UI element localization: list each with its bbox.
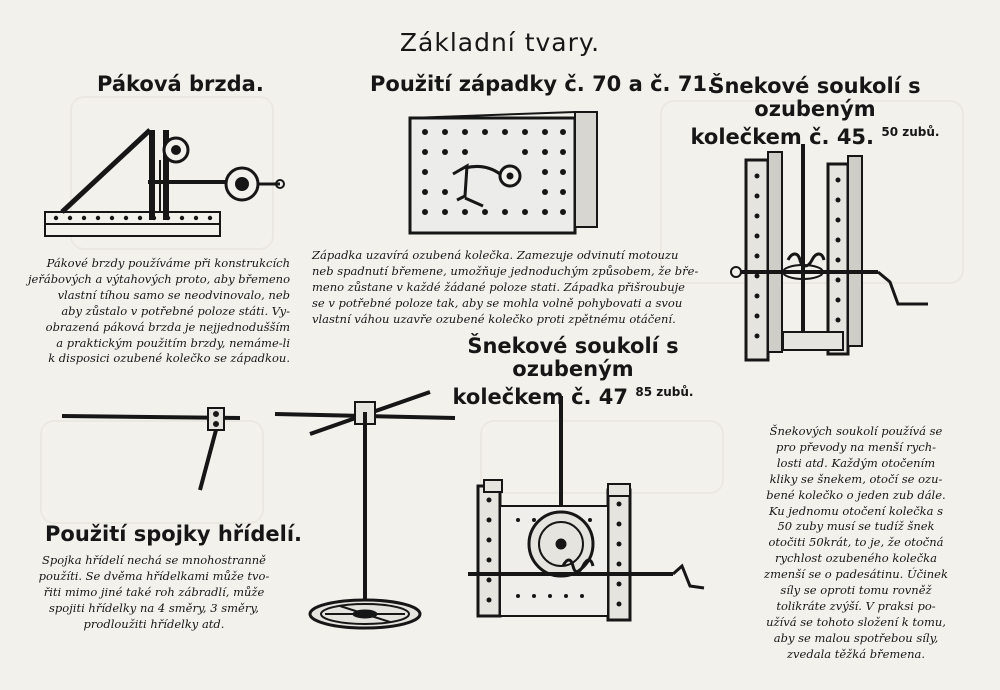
text-line: Západka uzavírá ozubená kolečka. Zamezuje odvinutí motouzu xyxy=(312,248,679,262)
text-line: 50 zuby musí se tudíž šnek xyxy=(777,519,935,534)
text-line: zvedala těžká břemena. xyxy=(786,646,926,661)
text-line: k disposici ozubené kolečko se západkou. xyxy=(48,351,290,366)
text-line: Pákové brzdy používáme při konstrukcích xyxy=(46,256,290,270)
worm47-teeth: 85 zubů. xyxy=(635,385,694,399)
text-line: Šnekových soukolí používá se xyxy=(769,424,943,438)
text-line: aby zůstalo v potřebné poloze státi. Vy- xyxy=(61,303,290,318)
text-line: použíti. Se dvěma hřídelkami může tvo- xyxy=(38,568,270,583)
shaft-stand-icon xyxy=(275,392,455,628)
text-line: Ku jednomu otočení kolečka s xyxy=(768,503,944,518)
worm45-teeth: 50 zubů. xyxy=(881,125,940,139)
stand-figure xyxy=(270,382,460,642)
coupling-heading: Použití spojky hřídelí. xyxy=(45,522,303,546)
ratchet-pawl-icon xyxy=(410,112,597,233)
text-line: rychlost ozubeného kolečka xyxy=(774,551,938,566)
worm45-heading xyxy=(680,75,950,149)
text-line: Spojka hřídelí nechá se mnohostranně xyxy=(42,553,266,567)
ratchet-text xyxy=(312,248,712,328)
worm45-heading-line1: Šnekové soukolí s ozubeným xyxy=(709,74,921,121)
lever-brake-figure xyxy=(40,100,290,250)
worm-gear-47-figure xyxy=(468,396,708,641)
text-line: otočiti 50krát, to je, že otočná xyxy=(768,535,944,550)
brake-text xyxy=(25,256,290,367)
worm47-heading-line1: Šnekové soukolí s ozubeným xyxy=(467,334,679,381)
worm-gear-45-figure xyxy=(728,142,938,372)
worm-text xyxy=(752,424,960,663)
text-line: vlastní tíhou samo se neodvinovalo, neb xyxy=(57,287,290,302)
text-line: bené kolečko o jeden zub dále. xyxy=(766,487,946,502)
text-line: losti atd. Každým otočením xyxy=(776,455,936,470)
text-line: prodloužiti hřídelky atd. xyxy=(83,616,225,631)
text-line: užívá se tohoto složení k tomu, xyxy=(766,614,946,629)
text-line: jeřábových a výtahových proto, aby břemeno xyxy=(27,271,290,286)
worm47-heading-part: kolečkem č. 47 xyxy=(452,385,629,409)
text-line: aby se malou spotřebou síly, xyxy=(773,630,939,645)
text-line: pro převody na menší rych- xyxy=(775,439,937,454)
ratchet-heading: Použití západky č. 70 a č. 71. xyxy=(370,72,716,96)
page-title: Základní tvary. xyxy=(399,28,601,57)
shaft-coupling-figure xyxy=(60,404,250,494)
brake-heading: Páková brzda. xyxy=(97,72,264,96)
text-line: spojiti hřídelky na 4 směry, 3 směry, xyxy=(49,600,259,615)
text-line: meno zůstane v každé žádané poloze stati. Západka přišroubuje xyxy=(312,279,685,294)
coupling-text xyxy=(28,553,280,633)
worm-gear-tower-icon xyxy=(731,144,928,360)
text-line: obrazená páková brzda je nejjednodušším xyxy=(45,319,290,334)
lever-brake-icon xyxy=(45,130,284,236)
text-line: kliky se šnekem, otočí se ozu- xyxy=(769,471,943,486)
text-line: se v potřebné poloze tak, aby se mohla volně pohybovati a svou xyxy=(312,295,683,310)
worm45-heading-part: kolečkem č. 45. xyxy=(690,125,875,149)
text-line: neb spadnutí břemene, umožňuje jednoduchým způsobem, že bře- xyxy=(312,263,699,278)
worm-gear-box-icon xyxy=(468,396,704,620)
text-line: tolikráte zvýší. V praksi po- xyxy=(776,598,936,613)
text-line: síly se oproti tomu rovněž xyxy=(780,583,932,598)
text-line: vlastní váhou uzavře ozubené kolečko proti zpětnému otáčení. xyxy=(312,311,676,326)
text-line: řiti mimo jiné také roh zábradlí, může xyxy=(43,584,265,599)
text-line: a praktickým použitím brzdy, nemáme-li xyxy=(56,335,290,350)
shaft-coupling-icon xyxy=(62,408,240,490)
ratchet-figure xyxy=(405,108,605,243)
text-line: zmenší se o padesátinu. Účinek xyxy=(764,567,948,582)
